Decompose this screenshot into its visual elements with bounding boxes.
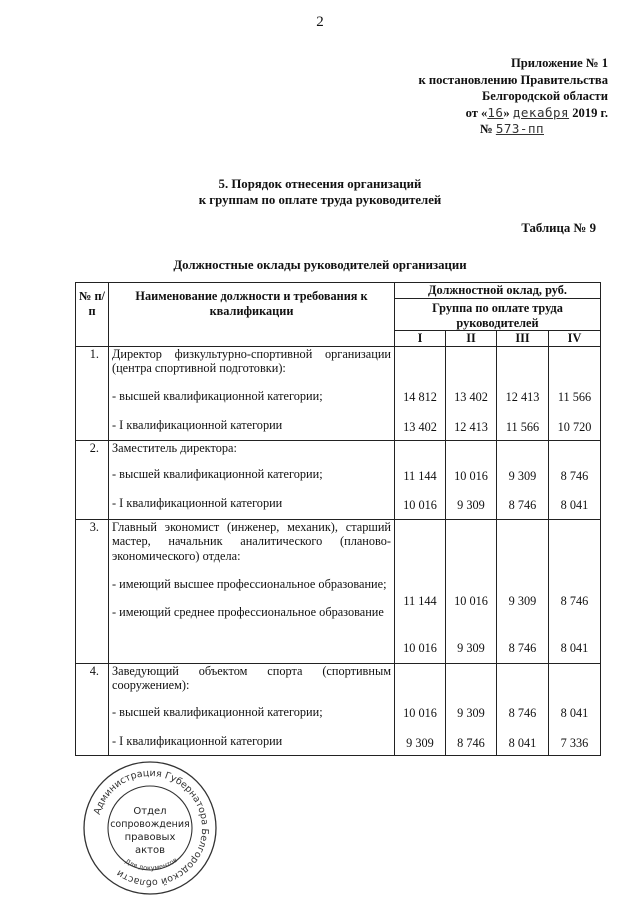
number-value: 573-пп	[495, 121, 544, 136]
position-item: - высшей квалификационной категории;	[112, 704, 323, 719]
salary-cell	[549, 519, 601, 663]
position-item: - I квалификационной категории	[112, 734, 283, 748]
group-col-3: III	[497, 331, 549, 347]
salary-value: 12 413	[454, 419, 488, 434]
group-col-4: IV	[549, 331, 601, 347]
table-row	[76, 440, 601, 519]
salary-value: 8 041	[560, 497, 589, 512]
salary-value: 9 309	[457, 497, 485, 512]
position-title: Заместитель директора:	[112, 440, 237, 455]
salary-value: 8 041	[508, 735, 537, 750]
salary-cell	[497, 346, 549, 440]
salary-value: 8 746	[560, 468, 589, 483]
salary-value: 10 016	[403, 705, 437, 720]
date-prefix: от «	[465, 105, 488, 120]
salary-cell	[395, 519, 446, 663]
table-number: Таблица № 9	[521, 221, 596, 235]
header-num: № п/п	[76, 283, 109, 347]
stamp-center-line3: правовых	[124, 832, 176, 843]
date-mid: »	[503, 105, 513, 120]
table-title: Должностные оклады руководителей организации	[173, 258, 467, 272]
stamp-center-line2: сопровождения	[110, 819, 190, 830]
row-number: 1.	[76, 346, 109, 440]
date-day: 16	[487, 104, 504, 120]
group-col-2: II	[446, 331, 497, 347]
salary-value: 13 402	[403, 419, 437, 434]
row-description	[109, 440, 395, 519]
position-item: - I квалификационной категории	[112, 418, 283, 432]
row-description	[109, 663, 395, 755]
salary-value: 9 309	[508, 593, 537, 608]
appendix-header	[340, 55, 608, 138]
salary-value: 10 016	[454, 593, 488, 608]
table-row	[76, 519, 601, 663]
salary-value: 9 309	[457, 705, 485, 720]
row-number: 2.	[76, 440, 109, 519]
salary-value: 8 746	[508, 640, 537, 655]
table-row	[76, 346, 601, 440]
salary-value: 8 746	[508, 705, 537, 720]
salary-cell	[446, 346, 497, 440]
position-item: - имеющий высшее профессиональное образование;	[112, 577, 387, 591]
salary-value: 10 720	[557, 419, 592, 434]
position-title: Директор физкультурно-спортивной организации (центра спортивной подготовки):	[112, 346, 391, 375]
salary-cell	[395, 346, 446, 440]
salary-cell	[497, 519, 549, 663]
salary-value: 8 746	[457, 735, 485, 750]
salary-value: 11 566	[557, 389, 592, 404]
number-prefix: №	[480, 122, 496, 136]
position-item: - высшей квалификационной категории;	[112, 388, 323, 403]
position-item: - I квалификационной категории	[112, 495, 283, 510]
section-title	[0, 177, 640, 208]
appendix-resolution: к постановлению Правительства	[418, 72, 608, 87]
stamp-ring-text: Администрация Губернатора Белгородской области	[91, 767, 211, 889]
salary-value: 8 746	[560, 593, 589, 608]
salary-cell	[446, 663, 497, 755]
salary-table	[75, 282, 601, 756]
header-group: Группа по оплате труда руководителей	[395, 299, 601, 331]
appendix-title: Приложение № 1	[510, 56, 608, 70]
salary-value: 9 309	[457, 640, 485, 655]
row-number: 3.	[76, 519, 109, 663]
section-title-line2: к группам по оплате труда руководителей	[198, 192, 442, 207]
salary-cell	[446, 519, 497, 663]
date-month: декабря	[512, 104, 570, 120]
salary-cell	[446, 440, 497, 519]
salary-value: 11 566	[505, 419, 540, 434]
stamp-bottom-text: Для документов	[123, 855, 179, 873]
salary-cell	[395, 440, 446, 519]
appendix-region: Белгородской области	[481, 89, 608, 103]
appendix-number	[340, 121, 608, 138]
salary-value: 9 309	[406, 735, 434, 750]
header-name: Наименование должности и требования к квалификации	[109, 283, 395, 347]
stamp-center-line4: актов	[134, 845, 166, 856]
salary-cell	[497, 663, 549, 755]
salary-cell	[549, 440, 601, 519]
table-row	[76, 663, 601, 755]
salary-cell	[549, 663, 601, 755]
salary-cell	[497, 440, 549, 519]
salary-cell	[549, 346, 601, 440]
position-title: Главный экономист (инженер, механик), старший мастер, начальник аналитического (планово-экономического) отдела:	[112, 519, 391, 563]
appendix-date	[340, 105, 608, 122]
position-item: - высшей квалификационной категории;	[112, 467, 323, 481]
date-year: 2019 г.	[569, 105, 608, 120]
section-title-line1: 5. Порядок отнесения организаций	[218, 177, 422, 191]
salary-value: 14 812	[403, 389, 437, 404]
page-number: 2	[316, 14, 324, 30]
salary-value: 8 041	[560, 705, 589, 720]
salary-value: 10 016	[403, 640, 437, 655]
position-title: Заведующий объектом спорта (спортивным сооружением):	[112, 663, 391, 692]
salary-value: 13 402	[454, 389, 488, 404]
salary-value: 11 144	[403, 593, 437, 608]
salary-cell	[395, 663, 446, 755]
row-number: 4.	[76, 663, 109, 755]
row-description	[109, 346, 395, 440]
salary-value: 7 336	[560, 735, 589, 750]
position-item: - имеющий среднее профессиональное образование	[112, 604, 384, 619]
row-description	[109, 519, 395, 663]
salary-value: 11 144	[403, 468, 437, 483]
group-col-1: I	[395, 331, 446, 347]
salary-value: 8 746	[508, 497, 537, 512]
stamp-center-line1: Отдел	[133, 806, 167, 817]
salary-value: 10 016	[403, 497, 437, 512]
salary-value: 9 309	[508, 468, 537, 483]
salary-value: 12 413	[505, 389, 540, 404]
salary-value: 8 041	[560, 640, 589, 655]
salary-value: 10 016	[454, 468, 488, 483]
official-stamp	[80, 758, 220, 898]
header-salary: Должностной оклад, руб.	[395, 283, 601, 299]
